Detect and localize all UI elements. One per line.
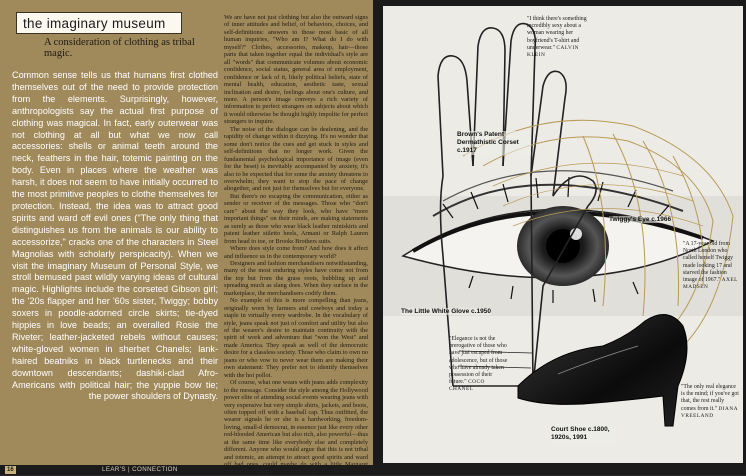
footer-section-label: LEAR'S | CONNECTION bbox=[102, 466, 178, 473]
collage-photo bbox=[383, 6, 743, 463]
label-white-glove: The Little White Glove c.1950 bbox=[401, 308, 491, 315]
quote-diana-vreeland bbox=[681, 384, 739, 420]
label-twiggy-eye: Twiggy's Eye c.1966 bbox=[609, 216, 672, 223]
section-title-box bbox=[16, 12, 182, 34]
body-paragraph: The noise of the dialogue can be deafening, and the rapidity of change within it dizzying. It's no wonder that some don't notice the cues and get stuck in styles and self-definitions that no longer work. Given the fundamental psychological importance of image (even for the beset) is inevitably accompanied by anxiety, it's also to be expected that for some the anxiety threatens to overwhelm; they want to stop the pace of change altogether, and not just for themselves but for everyone. bbox=[224, 125, 368, 193]
quote-axel-madsen bbox=[683, 241, 739, 291]
page-footer bbox=[0, 465, 746, 475]
quote-author: COCO CHANEL bbox=[449, 379, 485, 393]
body-paragraph: Designers and fashion merchandisers notwithstanding, many of the most enduring styles have come not from the top but from the grass roots, bubbling up and spreading much as slang does. When they surface in the marketplace, the merchandisers codify them. bbox=[224, 259, 368, 297]
quote-author: CALVIN KLEIN bbox=[527, 44, 579, 59]
quote-text: "The only real elegance is the mind; if you've got that, the rest really comes from it." bbox=[681, 384, 739, 412]
intro-text: Common sense tells us that humans first clothed themselves out of the need to provide protection from the elements. Surprisingly, however, anthropologists say the actual first purpose of clothing was magical. In fact, early outerwear was not clothing at all but what we now call accessories: shells or animal teeth around the neck, feathers in the hair, totemic painting on the body. Even in places where the weather was harsh, it does not seem to have initially occurred to the most primitive peoples to clothe themselves for protection. Instead, the idea was to attract good spirits and ward off evil ones ("The only thing that distinguishes us from the animals is our ability to accessorize," cracks one of the characters in Steel Magnolias with scholarly perspicacity). When we visit the imaginary Museum of Personal Style, we stroll bemused past wildly varying ideas of cultural magic. Highlights include the corseted Gibson girl; the '20s flapper and her '60s sister, Twiggy; bobby soxers in poodle-adorned circle skirts; tie-dyed hippies in love beads; an overalled Rosie the Riveter; leather-jacketed rebels without causes; white-gloved women in sherbet Chanels; lank-haired beatniks in black turtlenecks and their downtown descendants; dashiki-clad Afro-Americans with political hair; the yuppie bow tie; the power shoulders of Dynasty. bbox=[12, 70, 218, 402]
body-column bbox=[224, 14, 368, 476]
body-paragraph: We are have not just clothing but also the outward signs of inner attitudes and belief, of behaviors, choices, and self-definitions: answers to those most basic of all human inquiries, "Who am I? What do I do with myself?" Clothes, accessories, makeup, hair—those parts that taken together equal the individual's style are all "words" that communicate volumes about economic confidence, social status, general area of employment, confidence or lack of it, likely political beliefs, state of mental health, education, aesthetic taste, sexual inclination and desire, feelings about one's culture, and more. A person's image conveys a rich variety of information to perfect strangers on subjects about which it would otherwise be thought highly impolite for perfect strangers to inquire. bbox=[224, 14, 368, 126]
body-paragraph: Where does style come from? And how does it affect and influence us in the contemporary world? bbox=[224, 245, 368, 260]
body-paragraph: Of course, what one wears with jeans adds complexity to the message. Consider the style among the Hollywood power elite of attending social events wearing jeans with very expensive but very simple shirts, jackets, and boots, often topped off with a baseball cap. Thus outfitted, the wearer signals he or she is a hardworking, freedom-loving, small-d democrat, in essence just like every other red-blooded American but also rich, also powerful—thus at the same time like everybody else and completely different. Anyone who would argue that this is not tribal and totemic, an attempt to attract good spirits and ward bbox=[224, 379, 368, 461]
quote-text: "I think there's something incredibly sexy about a woman wearing her boyfriend's T-shirt and underwear." bbox=[527, 16, 587, 51]
body-paragraph: But there's no escaping the communication, either as sender or receiver of the messages. Those who "don't care" about the way they look, who have "more important things" on their minds, are making statements as surely as those who wear black leather miniskirts and patent leather stiletto heels, Armani or Ralph Lauren from head to toe, or Brooks Brothers suits. bbox=[224, 192, 368, 245]
body-paragraph: No example of this is more compelling than jeans, originally worn by farmers and cowboys and today a staple in virtually every wardrobe. In the vocabulary of style, jeans speak not just of comfort and utility but also of the wearer's desire to maintain continuity with the spirit of work and adventure that "won the West" and made America. They speak as well of the democratic desire for a classless society. Those who claim to own no jeans or who vow to never wear them are making their own statement: They prefer not to identify themselves with the hoi polloi. bbox=[224, 297, 368, 379]
quote-coco-chanel bbox=[449, 336, 509, 394]
quote-calvin-klein bbox=[527, 16, 589, 59]
right-page bbox=[373, 0, 746, 465]
quote-text: "Elegance is not the prerogative of those who have just escaped from adolescence, but of those who have already taken possession of their future." bbox=[449, 336, 508, 386]
page-number: 16 bbox=[7, 467, 14, 473]
quote-author: AXEL MADSEN bbox=[683, 277, 738, 291]
label-corset: Brown's Patent Dermathistic Corset c.1917 bbox=[457, 131, 531, 155]
label-court-shoe: Court Shoe c.1800, 1920s, 1991 bbox=[551, 426, 617, 442]
left-page bbox=[0, 0, 373, 465]
intro-column bbox=[12, 70, 218, 403]
quote-text: "A 17-year old from North London who called herself Twiggy made looking 17 and starved the fashion image of 1967." bbox=[683, 241, 734, 284]
quote-author: DIANA VREELAND bbox=[681, 405, 738, 419]
subtitle: A consideration of clothing as tribal magic. bbox=[44, 37, 195, 59]
section-title: the imaginary museum bbox=[23, 15, 166, 31]
